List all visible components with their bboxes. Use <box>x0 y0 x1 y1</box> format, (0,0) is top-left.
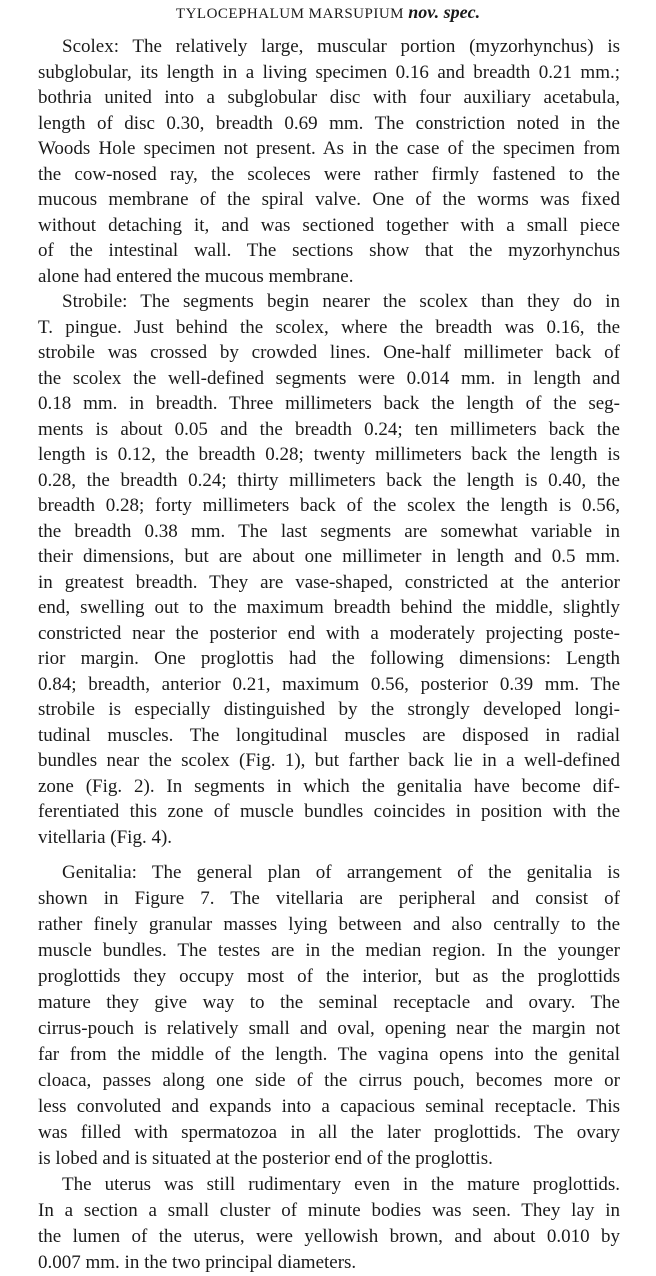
text-line: length is 0.12, the breadth 0.28; twenty millimeters back the length is <box>38 444 620 465</box>
text-line: 0.007 mm. in the two principal diameters. <box>38 1252 357 1273</box>
text-line: alone had entered the mucous membrane. <box>38 265 354 287</box>
text-line: cloaca, passes along one side of the cirrus pouch, becomes more or <box>38 1070 620 1091</box>
text-line: the lumen of the uterus, were yellowish brown, and about 0.010 by <box>38 1226 620 1247</box>
text-line: in greatest breadth. They are vase-shaped, constricted at the anterior <box>38 571 620 593</box>
text-line: strobile was crossed by crowded lines. One-half millimeter back of <box>38 342 620 363</box>
text-line: zone (Fig. 2). In segments in which the genitalia have become dif- <box>38 775 620 797</box>
text-line: subglobular, its length in a living specimen 0.16 and breadth 0.21 mm.; <box>38 61 620 83</box>
text-line: 0.18 mm. in breadth. Three millimeters back the length of the seg- <box>38 393 620 414</box>
species-status: nov. spec. <box>408 2 481 22</box>
text-line: is lobed and is situated at the posterior end of the proglottis. <box>38 1148 493 1169</box>
species-name: TYLOCEPHALUM MARSUPIUM <box>175 6 405 22</box>
section-scolex-strobile <box>38 34 620 850</box>
text-line: bundles near the scolex (Fig. 1), but farther back lie in a well-defined <box>38 750 620 771</box>
text-line: mucous membrane of the spiral valve. One of the worms was fixed <box>38 189 620 210</box>
running-header <box>0 2 656 23</box>
text-line: the cow-nosed ray, the scoleces were rather firmly fastened to the <box>38 163 620 185</box>
text-line: mature they give way to the seminal receptacle and ovary. The <box>38 992 620 1013</box>
text-line: Woods Hole specimen not present. As in the case of the specimen from <box>38 138 620 159</box>
text-line: The uterus was still rudimentary even in the mature proglottids. <box>62 1174 620 1195</box>
text-line: tudinal muscles. The longitudinal muscles are disposed in radial <box>38 724 620 746</box>
text-line: without detaching it, and was sectioned together with a small piece <box>38 214 620 236</box>
text-line: constricted near the posterior end with a moderately projecting poste- <box>38 622 620 644</box>
text-line: was filled with spermatozoa in all the later proglottids. The ovary <box>38 1122 620 1143</box>
text-line: shown in Figure 7. The vitellaria are peripheral and consist of <box>38 888 620 909</box>
text-line: bothria united into a subglobular disc with four auxiliary acetabula, <box>38 87 620 108</box>
text-line: Strobile: The segments begin nearer the scolex than they do in <box>62 291 620 312</box>
text-line: the scolex the well-defined segments were 0.014 mm. in length and <box>38 367 620 389</box>
text-line: proglottids they occupy most of the interior, but as the proglottids <box>38 966 620 987</box>
text-line: rather finely granular masses lying between and also centrally to the <box>38 914 620 935</box>
text-line: length of disc 0.30, breadth 0.69 mm. The constriction noted in the <box>38 112 620 134</box>
text-line: Genitalia: The general plan of arrangement of the genitalia is <box>62 862 620 883</box>
text-line: strobile is especially distinguished by the strongly developed longi- <box>38 699 620 720</box>
text-line: vitellaria (Fig. 4). <box>38 826 173 848</box>
text-line: end, swelling out to the maximum breadth behind the middle, slightly <box>38 597 620 618</box>
text-line: less convoluted and expands into a capacious seminal receptacle. This <box>38 1096 620 1117</box>
text-line: 0.28, the breadth 0.24; thirty millimeters back the length is 0.40, the <box>38 469 620 491</box>
text-line: rior margin. One proglottis had the following dimensions: Length <box>38 648 620 669</box>
text-line: T. pingue. Just behind the scolex, where the breadth was 0.16, the <box>38 316 620 338</box>
text-line: ferentiated this zone of muscle bundles coincides in position with the <box>38 801 620 822</box>
text-line: breadth 0.28; forty millimeters back of the scolex the length is 0.56, <box>38 495 620 516</box>
text-line: cirrus-pouch is relatively small and oval, opening near the margin not <box>38 1018 620 1039</box>
text-line: of the intestinal wall. The sections show that the myzorhynchus <box>38 240 620 261</box>
text-line: the breadth 0.38 mm. The last segments are somewhat variable in <box>38 520 620 542</box>
section-genitalia <box>38 860 620 1276</box>
text-line: far from the middle of the length. The vagina opens into the genital <box>38 1044 620 1065</box>
text-line: Scolex: The relatively large, muscular portion (myzorhynchus) is <box>62 36 620 57</box>
text-line: muscle bundles. The testes are in the median region. In the younger <box>38 940 620 961</box>
text-line: their dimensions, but are about one millimeter in length and 0.5 mm. <box>38 546 620 567</box>
text-line: ments is about 0.05 and the breadth 0.24; ten millimeters back the <box>38 418 620 440</box>
text-line: In a section a small cluster of minute bodies was seen. They lay in <box>38 1200 620 1221</box>
text-line: 0.84; breadth, anterior 0.21, maximum 0.56, posterior 0.39 mm. The <box>38 673 620 695</box>
